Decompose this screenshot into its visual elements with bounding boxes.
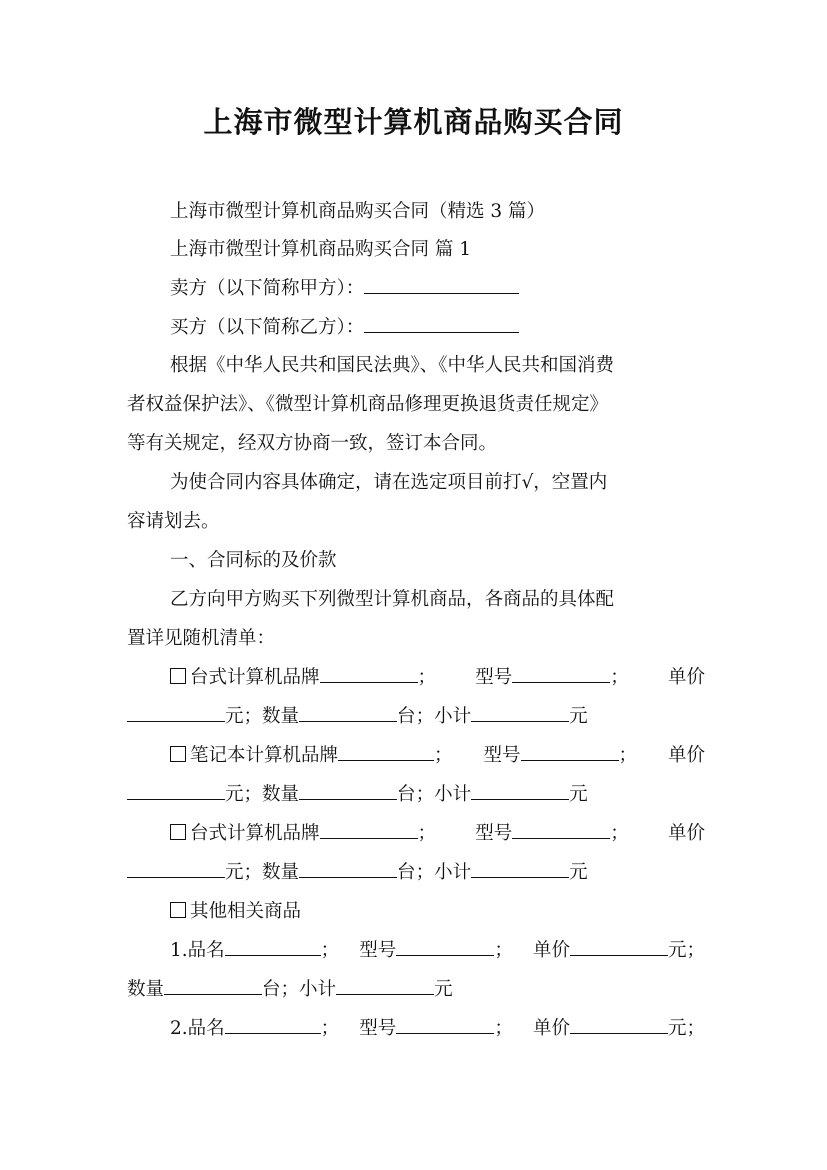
subtotal-label: 小计 bbox=[434, 784, 472, 805]
quantity-label: 数量 bbox=[262, 784, 300, 805]
model-label: 型号 bbox=[359, 1018, 397, 1039]
laptop-item-line-2: 元；数量 台；小计 元 bbox=[127, 782, 717, 808]
quantity-blank bbox=[164, 993, 262, 995]
model-label: 型号 bbox=[483, 745, 521, 766]
unit-price-label: 单价 bbox=[532, 1018, 570, 1039]
quantity-blank bbox=[299, 720, 397, 722]
checkbox-icon[interactable] bbox=[170, 668, 186, 684]
laptop-brand-label: 笔记本计算机品牌 bbox=[190, 745, 339, 766]
laptop-item-line-1: 笔记本计算机品牌 ； 型号 ； 单价 bbox=[170, 743, 705, 769]
quantity-label: 数量 bbox=[262, 706, 300, 727]
unit-price-label: 单价 bbox=[532, 940, 570, 961]
subtotal-label: 小计 bbox=[434, 706, 472, 727]
unit-price-label: 单价 bbox=[667, 823, 705, 844]
subtotal-label: 小计 bbox=[299, 979, 337, 1000]
checkbox-icon[interactable] bbox=[170, 824, 186, 840]
subtitle: 上海市微型计算机商品购买合同（精选 3 篇） bbox=[170, 201, 546, 222]
item1-line-1: 1.品名 ； 型号 ； 单价 元； bbox=[170, 940, 705, 961]
item2-line-1: 2.品名 ； 型号 ； 单价 元； bbox=[170, 1018, 705, 1039]
subtotal-blank bbox=[471, 798, 569, 800]
seller-line bbox=[170, 276, 760, 302]
seller-blank bbox=[364, 292, 519, 294]
article-heading: 上海市微型计算机商品购买合同 篇 1 bbox=[170, 239, 472, 260]
quantity-label: 数量 bbox=[127, 979, 165, 1000]
brand-blank bbox=[320, 681, 418, 683]
instruction-para-line-2: 容请划去。 bbox=[127, 511, 220, 532]
model-blank bbox=[512, 837, 610, 839]
model-blank bbox=[396, 954, 494, 956]
subtotal-blank bbox=[336, 993, 434, 995]
price-blank bbox=[127, 720, 225, 722]
model-blank bbox=[521, 759, 619, 761]
brand-blank bbox=[320, 837, 418, 839]
desktop-brand-label: 台式计算机品牌 bbox=[190, 667, 320, 688]
instruction-para-line-1: 为使合同内容具体确定，请在选定项目前打√，空置内 bbox=[170, 472, 608, 493]
document-title: 上海市微型计算机商品购买合同 bbox=[203, 105, 624, 139]
model-label: 型号 bbox=[359, 940, 397, 961]
other-products-line bbox=[170, 899, 760, 925]
checkbox-icon[interactable] bbox=[170, 746, 186, 762]
section-heading: 一、合同标的及价款 bbox=[170, 550, 337, 571]
model-label: 型号 bbox=[475, 667, 513, 688]
desktop-item-1-line-2: 元；数量 台；小计 元 bbox=[127, 704, 717, 730]
basis-para-line-3: 等有关规定，经双方协商一致，签订本合同。 bbox=[127, 433, 498, 454]
name-blank bbox=[225, 1032, 321, 1034]
purchase-para-line-2: 置详见随机清单： bbox=[127, 628, 276, 649]
price-blank bbox=[570, 954, 668, 956]
quantity-blank bbox=[299, 876, 397, 878]
checkbox-icon[interactable] bbox=[170, 902, 186, 918]
model-blank bbox=[396, 1032, 494, 1034]
quantity-label: 数量 bbox=[262, 862, 300, 883]
price-blank bbox=[570, 1032, 668, 1034]
subtotal-blank bbox=[471, 720, 569, 722]
buyer-label: 买方（以下简称乙方）： bbox=[170, 317, 365, 338]
quantity-blank bbox=[299, 798, 397, 800]
item1-line-2: 数量 台；小计 元 bbox=[127, 979, 453, 1000]
subtotal-label: 小计 bbox=[434, 862, 472, 883]
desktop-item-2-line-1: 台式计算机品牌 ； 型号 ； 单价 bbox=[170, 821, 705, 847]
desktop-item-1-line-1: 台式计算机品牌 ； 型号 ； 单价 bbox=[170, 665, 705, 691]
desktop-brand-label: 台式计算机品牌 bbox=[190, 823, 320, 844]
subtotal-blank bbox=[471, 876, 569, 878]
product-name-label: 1.品名 bbox=[170, 940, 225, 961]
purchase-para-line-1: 乙方向甲方购买下列微型计算机商品，各商品的具体配 bbox=[170, 589, 615, 610]
model-label: 型号 bbox=[475, 823, 513, 844]
other-products-label: 其他相关商品 bbox=[190, 901, 302, 922]
desktop-item-2-line-2: 元；数量 台；小计 元 bbox=[127, 860, 717, 886]
model-blank bbox=[512, 681, 610, 683]
unit-price-label: 单价 bbox=[667, 745, 705, 766]
basis-para-line-1: 根据《中华人民共和国民法典》、《中华人民共和国消费 bbox=[170, 355, 615, 376]
seller-label: 卖方（以下简称甲方）： bbox=[170, 278, 365, 299]
brand-blank bbox=[338, 759, 434, 761]
name-blank bbox=[225, 954, 321, 956]
buyer-line bbox=[170, 315, 760, 341]
price-blank bbox=[127, 876, 225, 878]
buyer-blank bbox=[364, 331, 519, 333]
product-name-label: 2.品名 bbox=[170, 1018, 225, 1039]
price-blank bbox=[127, 798, 225, 800]
unit-price-label: 单价 bbox=[667, 667, 705, 688]
basis-para-line-2: 者权益保护法》、《微型计算机商品修理更换退货责任规定》 bbox=[127, 394, 609, 415]
